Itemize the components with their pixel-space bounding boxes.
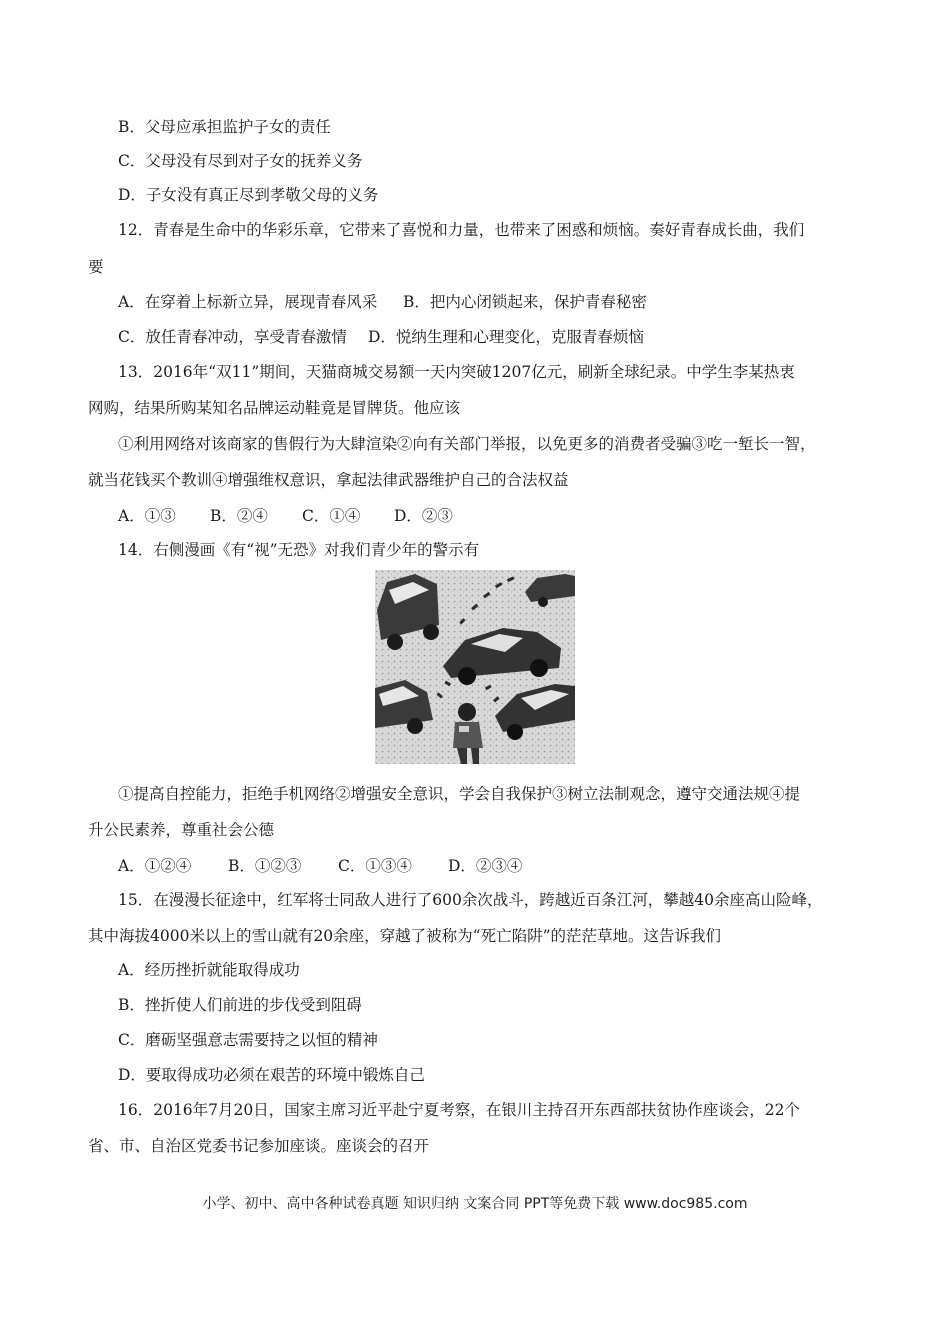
q15-option-d: D．要取得成功必须在艰苦的环境中锻炼自己 xyxy=(118,1066,425,1084)
q12-option-b: B．把内心闭锁起来，保护青春秘密 xyxy=(403,293,647,311)
q15-option-c: C．磨砺坚强意志需要持之以恒的精神 xyxy=(118,1031,378,1049)
q12-option-a: A．在穿着上标新立异，展现青春风采 xyxy=(118,293,378,311)
q11-option-d: D．子女没有真正尽到孝敬父母的义务 xyxy=(118,186,379,204)
q16-stem-line-2: 省、市、自治区党委书记参加座谈。座谈会的召开 xyxy=(88,1137,430,1155)
q13-option-b: B．②④ xyxy=(210,507,268,525)
q13-option-a: A．①③ xyxy=(118,507,176,525)
q14-option-c: C．①③④ xyxy=(338,857,412,875)
q12-option-d: D．悦纳生理和心理变化，克服青春烦恼 xyxy=(368,328,644,346)
q14-option-a: A．①②④ xyxy=(118,857,192,875)
q13-stem-line-1: 13．2016年“双11”期间，天猫商城交易额一天内突破1207亿元，刷新全球纪录。中学生李某热衷 xyxy=(118,363,795,381)
q16-stem-line-1: 16．2016年7月20日，国家主席习近平赴宁夏考察，在银川主持召开东西部扶贫协作座谈会，22个 xyxy=(118,1101,800,1119)
page-footer: 小学、初中、高中各种试卷真题 知识归纳 文案合同 PPT等免费下载 www.doc985.com xyxy=(202,1196,748,1212)
q15-stem-line-2: 其中海拔4000米以上的雪山就有20余座，穿越了被称为“死亡陷阱”的茫茫草地。这告诉我们 xyxy=(88,927,722,945)
q13-option-d: D．②③ xyxy=(394,507,453,525)
q15-stem-line-1: 15．在漫漫长征途中，红军将士同敌人进行了600余次战斗，跨越近百条江河，攀越40余座高山险峰， xyxy=(118,891,823,909)
q13-options-row xyxy=(118,506,453,526)
q13-stem-line-2: 网购，结果所购某知名品牌运动鞋竟是冒牌货。他应该 xyxy=(88,399,461,417)
comic-illustration xyxy=(375,570,575,764)
q11-option-c: C．父母没有尽到对子女的抚养义务 xyxy=(118,152,363,170)
q14-items-line-2: 升公民素养，尊重社会公德 xyxy=(88,821,275,839)
q11-option-b: B．父母应承担监护子女的责任 xyxy=(118,118,331,136)
q12-options-row-2 xyxy=(118,327,644,347)
q12-options-row-1 xyxy=(118,292,647,312)
q13-option-c: C．①④ xyxy=(302,507,361,525)
q14-option-b: B．①②③ xyxy=(228,857,302,875)
q12-option-c: C．放任青春冲动，享受青春激情 xyxy=(118,328,347,346)
q13-items-line-1: ①利用网络对该商家的售假行为大肆渲染②向有关部门举报，以免更多的消费者受骗③吃一堑长一智， xyxy=(118,435,816,453)
q12-stem-line-2: 要 xyxy=(88,258,104,276)
q15-option-a: A．经历挫折就能取得成功 xyxy=(118,961,300,979)
q15-option-b: B．挫折使人们前进的步伐受到阻碍 xyxy=(118,996,362,1014)
q14-stem: 14．右侧漫画《有“视”无恐》对我们青少年的警示有 xyxy=(118,541,480,559)
q13-items-line-2: 就当花钱买个教训④增强维权意识，拿起法律武器维护自己的合法权益 xyxy=(88,471,569,489)
q14-option-d: D．②③④ xyxy=(448,857,523,875)
q14-items-line-1: ①提高自控能力，拒绝手机网络②增强安全意识，学会自我保护③树立法制观念，遵守交通法规④提 xyxy=(118,785,801,803)
q14-options-row xyxy=(118,856,522,876)
q12-stem-line-1: 12．青春是生命中的华彩乐章，它带来了喜悦和力量，也带来了困惑和烦恼。奏好青春成长曲，我们 xyxy=(118,221,805,239)
